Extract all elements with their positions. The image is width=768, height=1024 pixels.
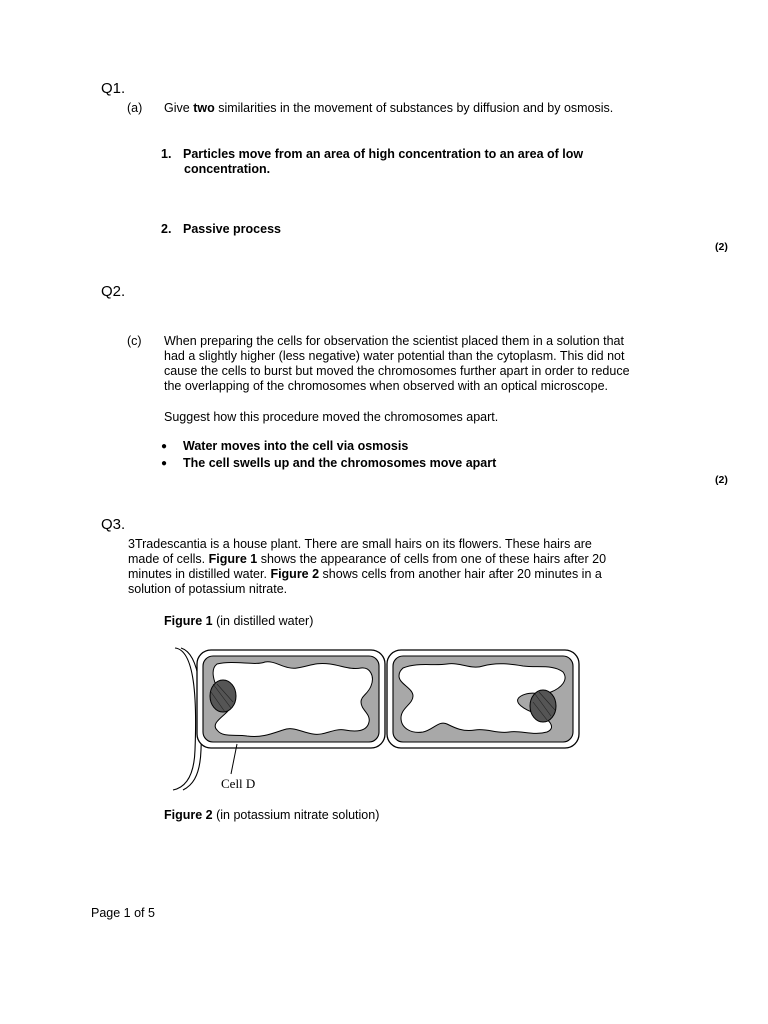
q1-question-bold: two xyxy=(193,101,215,115)
q3-intro-line xyxy=(128,537,606,552)
q3-heading: Q3. xyxy=(101,516,126,533)
adjacent-cell-wall-outer xyxy=(173,648,196,790)
q2-bullet-list xyxy=(161,439,496,473)
q1-question-pre: Give xyxy=(164,101,194,115)
q2-part-label: (c) xyxy=(127,334,142,348)
q2-bullet-item xyxy=(161,439,496,456)
figure2-caption-bold: Figure 2 xyxy=(164,808,213,822)
q3-intro-text: made of cells. xyxy=(128,552,209,566)
q3-intro-text-bold: Figure 1 xyxy=(208,552,258,566)
right-cell-nucleus xyxy=(530,690,556,722)
q3-intro-text: shows cells from another hair after 20 minutes in a xyxy=(319,567,602,581)
figure2-caption-text: (in potassium nitrate solution) xyxy=(212,808,380,822)
q3-intro xyxy=(128,537,606,597)
q2-paragraph-line: cause the cells to burst but moved the chromosomes further apart in order to reduce xyxy=(164,364,630,378)
figure1-cell-label: Cell D xyxy=(221,776,256,791)
q2-paragraph-line: When preparing the cells for observation the scientist placed them in a solution that xyxy=(164,334,624,348)
q2-bullet-text: Water moves into the cell via osmosis xyxy=(183,439,409,453)
q1-answer-1 xyxy=(161,147,681,177)
q1-heading: Q1. xyxy=(101,80,126,97)
q2-paragraph-line: had a slightly higher (less negative) water potential than the cytoplasm. This did not xyxy=(164,349,625,363)
q1-answer-2-number: 2. xyxy=(161,222,172,236)
figure1-caption-bold: Figure 1 xyxy=(164,614,213,628)
q3-intro-text: solution of potassium nitrate. xyxy=(128,582,288,596)
q1-answer-1-number: 1. xyxy=(161,147,172,161)
figure1-caption xyxy=(164,614,313,629)
q3-intro-text-bold: Figure 2 xyxy=(270,567,320,581)
q3-intro-text: shows the appearance of cells from one of these hairs after 20 xyxy=(257,552,607,566)
q2-bullet-text: The cell swells up and the chromosomes move apart xyxy=(183,456,497,470)
q2-prompt: Suggest how this procedure moved the chromosomes apart. xyxy=(164,410,499,424)
q3-intro-line xyxy=(128,582,606,597)
q1-question xyxy=(164,101,613,116)
q2-heading: Q2. xyxy=(101,283,126,300)
q1-answer-1-line2: concentration. xyxy=(184,162,271,176)
q1-marks: (2) xyxy=(715,241,728,253)
q3-intro-line xyxy=(128,567,606,582)
q1-question-post: similarities in the movement of substances by diffusion and by osmosis. xyxy=(214,101,614,115)
cell-d-vacuole xyxy=(213,662,372,737)
q2-bullet-item xyxy=(161,456,496,473)
page-number: Page 1 of 5 xyxy=(91,906,155,920)
q3-intro-line xyxy=(128,552,606,567)
q2-paragraph xyxy=(164,334,630,394)
bullet-icon: ● xyxy=(161,458,168,469)
bullet-icon: ● xyxy=(161,441,168,452)
figure2-caption xyxy=(164,808,379,823)
figure1-caption-text: (in distilled water) xyxy=(212,614,314,628)
q3-intro-text: 3Tradescantia is a house plant. There are small hairs on its flowers. These hairs are xyxy=(128,537,592,551)
q1-part-label: (a) xyxy=(127,101,143,115)
figure1-cell-diagram xyxy=(165,640,585,800)
q2-paragraph-line: the overlapping of the chromosomes when observed with an optical microscope. xyxy=(164,379,608,393)
q1-answer-2-line1: Passive process xyxy=(183,222,281,236)
q2-marks: (2) xyxy=(715,474,728,486)
q1-answer-2 xyxy=(161,222,281,237)
q3-intro-text: minutes in distilled water. xyxy=(128,567,271,581)
q1-answer-1-line1: Particles move from an area of high concentration to an area of low xyxy=(183,147,584,161)
